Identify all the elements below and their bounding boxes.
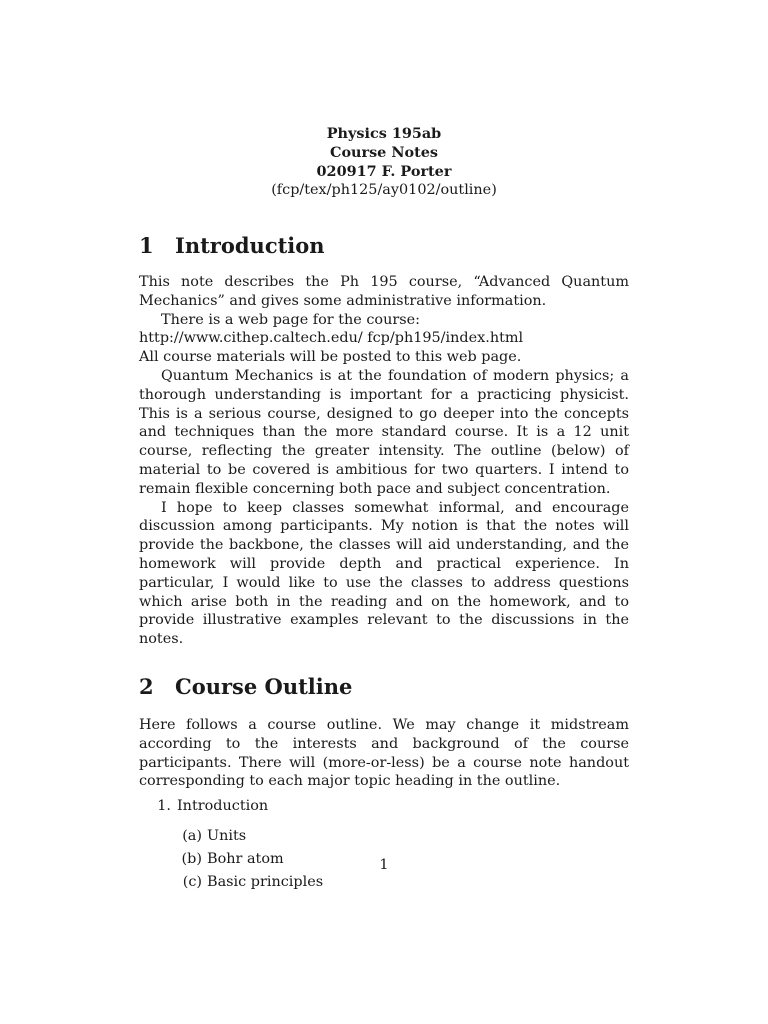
classes-paragraph: I hope to keep classes somewhat informal, and encourage discussion among participants. My notion is that the notes will provide the backbone, the classes will aid understanding, and the homework will provide depth and practical experience. In particular, I would like to use the classes to address questions which arise both in the reading and on the homework, and to provide illustrative examples relevant to the discussions in the notes. bbox=[139, 499, 629, 648]
sublist-item-label: Units bbox=[207, 827, 247, 844]
sublist-item-marker: (a) bbox=[182, 827, 202, 844]
course-title: Physics 195ab bbox=[326, 125, 442, 142]
sublist-item-label: Bohr atom bbox=[207, 850, 284, 867]
page-number: 1 bbox=[379, 857, 389, 873]
section-1-title: Introduction bbox=[175, 233, 325, 258]
sublist-item-marker: (c) bbox=[182, 873, 202, 890]
section-2-title: Course Outline bbox=[175, 673, 353, 699]
materials-note: All course materials will be posted to this web page. bbox=[139, 349, 522, 366]
outline-list bbox=[139, 797, 629, 894]
sublist-item bbox=[177, 825, 629, 848]
intro-paragraph: This note describes the Ph 195 course, “Advanced Quantum Mechanics” and gives some administrative information. bbox=[139, 274, 629, 309]
web-page-paragraph: There is a web page for the course: bbox=[161, 311, 420, 328]
section-2-heading bbox=[139, 674, 629, 699]
section-1-number: 1 bbox=[139, 233, 154, 258]
sublist-item-marker: (b) bbox=[181, 850, 202, 867]
section-1-body bbox=[139, 273, 629, 649]
document-page bbox=[139, 124, 629, 894]
file-path: (fcp/tex/ph125/ay0102/outline) bbox=[271, 182, 497, 198]
section-1-heading bbox=[139, 233, 629, 258]
title-block bbox=[139, 124, 629, 200]
list-item-label: Introduction bbox=[177, 798, 269, 815]
list-item bbox=[139, 797, 629, 816]
sublist-item-label: Basic principles bbox=[207, 873, 324, 890]
qm-paragraph: Quantum Mechanics is at the foundation of modern physics; a thorough understanding is important for a practicing physicist. This is a serious course, designed to go deeper into the concepts and techniques than the more standard course. It is a 12 unit course, reflecting the greater intensity. The outline (below) of material to be covered is ambitious for two quarters. I intend to remain flexible concerning both pace and subject concentration. bbox=[139, 367, 629, 497]
section-2-number: 2 bbox=[139, 673, 154, 699]
date-author: 020917 F. Porter bbox=[316, 163, 452, 180]
notes-title: Course Notes bbox=[329, 144, 439, 161]
outline-paragraph: Here follows a course outline. We may change it midstream according to the interests and background of the course participants. There will (more-or-less) be a course note handout corresponding to each major topic heading in the outline. bbox=[139, 716, 629, 790]
sublist-item bbox=[177, 871, 629, 894]
course-url-link[interactable]: http://www.cithep.caltech.edu/ fcp/ph195/index.html bbox=[139, 330, 524, 347]
list-item-marker: 1. bbox=[157, 798, 171, 815]
